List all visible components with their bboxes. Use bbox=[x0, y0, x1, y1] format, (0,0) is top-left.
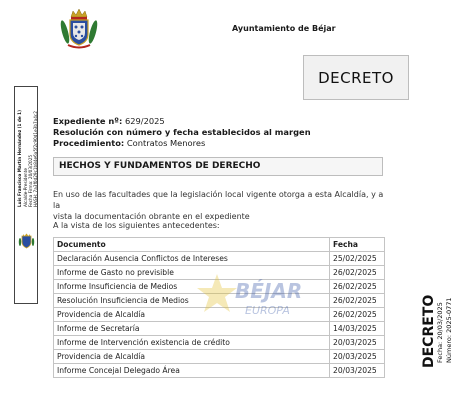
cell-fecha: 26/02/2025 bbox=[330, 308, 385, 322]
cell-fecha: 20/03/2025 bbox=[330, 364, 385, 378]
table-row bbox=[54, 350, 385, 364]
table-row bbox=[54, 280, 385, 294]
cell-documento: Informe Insuficiencia de Medios bbox=[54, 280, 330, 294]
table-row bbox=[54, 266, 385, 280]
resolucion-line: Resolución con número y fecha establecidos al margen bbox=[53, 127, 311, 137]
expediente-value: 629/2025 bbox=[124, 116, 165, 126]
cell-fecha: 14/03/2025 bbox=[330, 322, 385, 336]
cell-fecha: 25/02/2025 bbox=[330, 252, 385, 266]
cell-documento: Declaración Ausencia Conflictos de Intereses bbox=[54, 252, 330, 266]
antecedentes-intro: A la vista de los siguientes antecedentes: bbox=[53, 221, 220, 230]
stamp-role: Alcalde-Presidente bbox=[23, 168, 28, 207]
stamp-hash: HASH: 7a3f0d29c1b84e6a5f2c90d1e3b7a4c2 bbox=[33, 111, 38, 207]
procedimiento-value: Contratos Menores bbox=[126, 138, 206, 148]
table-row bbox=[54, 294, 385, 308]
expediente-label: Expediente nº: bbox=[53, 116, 123, 126]
margin-document-info bbox=[436, 297, 454, 363]
stamp-signer: Luis Francisco Martín Hernández (1 de 1) bbox=[17, 110, 22, 207]
intro-line-1: En uso de las facultades que la legislación local vigente otorga a esta Alcaldía, y a la bbox=[53, 190, 384, 210]
procedimiento-label: Procedimiento: bbox=[53, 138, 125, 148]
cell-documento: Informe de Secretaría bbox=[54, 322, 330, 336]
cell-fecha: 26/02/2025 bbox=[330, 280, 385, 294]
intro-line-2: vista la documentación obrante en el expediente bbox=[53, 212, 250, 221]
cell-documento: Informe de Intervención existencia de crédito bbox=[54, 336, 330, 350]
stamp-crest-icon bbox=[18, 233, 35, 249]
document-type-badge: DECRETO bbox=[303, 55, 409, 100]
intro-paragraph bbox=[53, 189, 388, 222]
column-header-documento: Documento bbox=[54, 238, 330, 252]
stamp-date: Fecha Firma: 20/03/2025 bbox=[28, 154, 33, 207]
cell-fecha: 26/02/2025 bbox=[330, 294, 385, 308]
table-header-row bbox=[54, 238, 385, 252]
cell-documento: Providencia de Alcaldía bbox=[54, 350, 330, 364]
cell-fecha: 20/03/2025 bbox=[330, 350, 385, 364]
watermark-subtitle: EUROPA bbox=[245, 304, 290, 317]
municipal-crest-logo bbox=[60, 8, 98, 48]
documents-table bbox=[53, 237, 385, 378]
signature-margin-stamp bbox=[14, 86, 38, 304]
table-row bbox=[54, 322, 385, 336]
section-heading: HECHOS Y FUNDAMENTOS DE DERECHO bbox=[53, 157, 383, 176]
organization-name: Ayuntamiento de Béjar bbox=[232, 24, 336, 33]
margin-fecha: Fecha: 20/03/2025 bbox=[436, 302, 444, 363]
cell-documento: Resolución Insuficiencia de Medios bbox=[54, 294, 330, 308]
expediente-line bbox=[53, 116, 165, 126]
cell-documento: Providencia de Alcaldía bbox=[54, 308, 330, 322]
margin-document-type: DECRETO bbox=[421, 294, 437, 368]
cell-fecha: 26/02/2025 bbox=[330, 266, 385, 280]
cell-documento: Informe de Gasto no previsible bbox=[54, 266, 330, 280]
procedimiento-line bbox=[53, 138, 205, 148]
table-row bbox=[54, 252, 385, 266]
cell-documento: Informe Concejal Delegado Área bbox=[54, 364, 330, 378]
margin-numero: Número: 2025-0771 bbox=[445, 297, 453, 363]
column-header-fecha: Fecha bbox=[330, 238, 385, 252]
cell-fecha: 20/03/2025 bbox=[330, 336, 385, 350]
table-row bbox=[54, 336, 385, 350]
table-row bbox=[54, 364, 385, 378]
watermark-title: BÉJAR bbox=[235, 279, 303, 303]
table-row bbox=[54, 308, 385, 322]
